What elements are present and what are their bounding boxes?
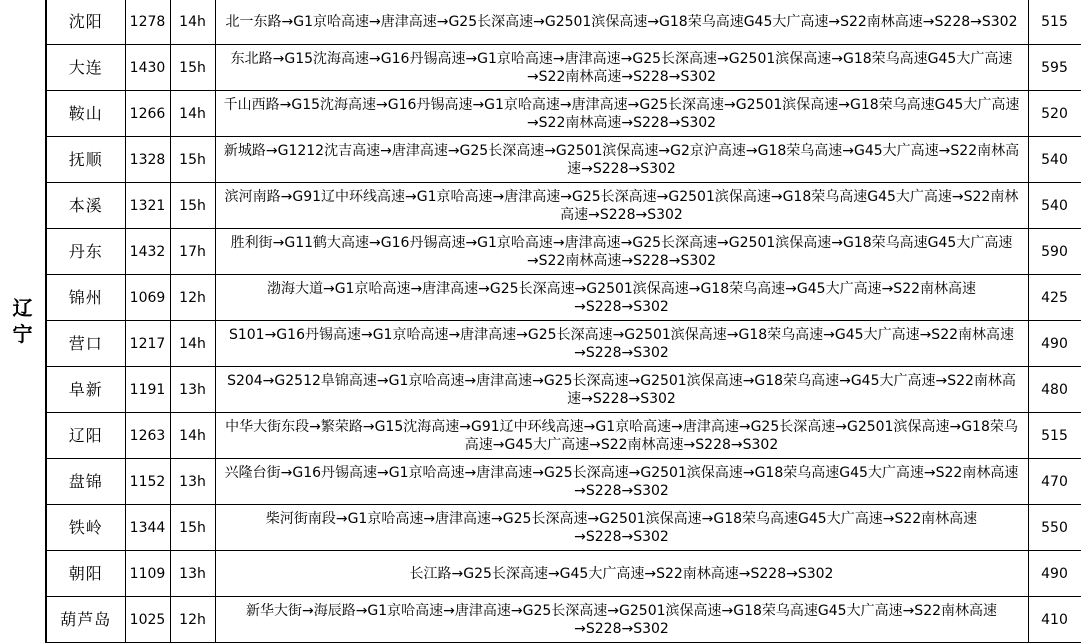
duration-cell[interactable]: 13h [170,459,215,505]
city-cell[interactable]: 朝阳 [46,551,125,597]
duration-cell[interactable]: 12h [170,597,215,643]
fee-cell[interactable]: 490 [1028,551,1081,597]
city-cell[interactable]: 丹东 [46,229,125,275]
route-cell[interactable]: 东北路→G15沈海高速→G16丹锡高速→G1京哈高速→唐津高速→G25长深高速→G2501滨保高速→G18荣乌高速G45大广高速→S22南林高速→S228→S302 [215,45,1028,91]
duration-cell[interactable]: 14h [170,321,215,367]
fee-cell[interactable]: 515 [1028,0,1081,45]
distance-cell[interactable]: 1217 [125,321,170,367]
city-cell[interactable]: 锦州 [46,275,125,321]
duration-cell[interactable]: 15h [170,505,215,551]
duration-cell[interactable]: 12h [170,275,215,321]
route-cell[interactable]: 中华大街东段→繁荣路→G15沈海高速→G91辽中环线高速→G1京哈高速→唐津高速→G25长深高速→G2501滨保高速→G18荣乌高速→G45大广高速→S22南林高速→S228→S302 [215,413,1028,459]
duration-cell[interactable]: 13h [170,551,215,597]
table-row [0,229,1081,275]
city-cell[interactable]: 沈阳 [46,0,125,45]
distance-cell[interactable]: 1263 [125,413,170,459]
table-row [0,91,1081,137]
duration-cell[interactable]: 15h [170,45,215,91]
route-cell[interactable]: 北一东路→G1京哈高速→唐津高速→G25长深高速→G2501滨保高速→G18荣乌高速G45大广高速→S22南林高速→S228→S302 [215,0,1028,45]
fee-cell[interactable]: 480 [1028,367,1081,413]
city-cell[interactable]: 铁岭 [46,505,125,551]
city-cell[interactable]: 大连 [46,45,125,91]
fee-cell[interactable]: 425 [1028,275,1081,321]
route-cell[interactable]: 兴隆台街→G16丹锡高速→G1京哈高速→唐津高速→G25长深高速→G2501滨保高速→G18荣乌高速G45大广高速→S22南林高速→S228→S302 [215,459,1028,505]
duration-cell[interactable]: 14h [170,0,215,45]
city-cell[interactable]: 辽阳 [46,413,125,459]
duration-cell[interactable]: 14h [170,413,215,459]
table-row [0,459,1081,505]
table-row [0,275,1081,321]
duration-cell[interactable]: 15h [170,137,215,183]
table-row [0,321,1081,367]
fee-cell[interactable]: 540 [1028,183,1081,229]
route-cell[interactable]: S101→G16丹锡高速→G1京哈高速→唐津高速→G25长深高速→G2501滨保高速→G18荣乌高速→G45大广高速→S22南林高速→S228→S302 [215,321,1028,367]
duration-cell[interactable]: 14h [170,91,215,137]
fee-cell[interactable]: 490 [1028,321,1081,367]
fee-cell[interactable]: 520 [1028,91,1081,137]
table-row [0,0,1081,45]
distance-cell[interactable]: 1109 [125,551,170,597]
city-cell[interactable]: 葫芦岛 [46,597,125,643]
table-row [0,45,1081,91]
distance-cell[interactable]: 1152 [125,459,170,505]
table-row [0,505,1081,551]
route-cell[interactable]: 新城路→G1212沈吉高速→唐津高速→G25长深高速→G2501滨保高速→G2京沪高速→G18荣乌高速→G45大广高速→S22南林高速→S228→S302 [215,137,1028,183]
distance-cell[interactable]: 1069 [125,275,170,321]
table-row [0,551,1081,597]
route-cell[interactable]: 胜利街→G11鹤大高速→G16丹锡高速→G1京哈高速→唐津高速→G25长深高速→G2501滨保高速→G18荣乌高速G45大广高速→S22南林高速→S228→S302 [215,229,1028,275]
city-cell[interactable]: 阜新 [46,367,125,413]
table-row [0,183,1081,229]
city-cell[interactable]: 鞍山 [46,91,125,137]
fee-cell[interactable]: 540 [1028,137,1081,183]
distance-cell[interactable]: 1191 [125,367,170,413]
distance-cell[interactable]: 1321 [125,183,170,229]
city-cell[interactable]: 本溪 [46,183,125,229]
province-cell[interactable] [0,0,46,643]
distance-cell[interactable]: 1025 [125,597,170,643]
route-cell[interactable]: 新华大街→海辰路→G1京哈高速→唐津高速→G25长深高速→G2501滨保高速→G18荣乌高速G45大广高速→S22南林高速→S228→S302 [215,597,1028,643]
fee-cell[interactable]: 550 [1028,505,1081,551]
distance-cell[interactable]: 1344 [125,505,170,551]
fee-cell[interactable]: 515 [1028,413,1081,459]
fee-cell[interactable]: 595 [1028,45,1081,91]
distance-cell[interactable]: 1432 [125,229,170,275]
table-row [0,367,1081,413]
route-cell[interactable]: 渤海大道→G1京哈高速→唐津高速→G25长深高速→G2501滨保高速→G18荣乌高速→G45大广高速→S22南林高速→S228→S302 [215,275,1028,321]
table-row [0,413,1081,459]
city-cell[interactable]: 营口 [46,321,125,367]
fee-cell[interactable]: 590 [1028,229,1081,275]
table-row [0,597,1081,643]
table-row [0,137,1081,183]
fee-cell[interactable]: 410 [1028,597,1081,643]
route-cell[interactable]: 长江路→G25长深高速→G45大广高速→S22南林高速→S228→S302 [215,551,1028,597]
route-cell[interactable]: 滨河南路→G91辽中环线高速→G1京哈高速→唐津高速→G25长深高速→G2501滨保高速→G18荣乌高速G45大广高速→S22南林高速→S228→S302 [215,183,1028,229]
duration-cell[interactable]: 15h [170,183,215,229]
province-label: 辽宁 [12,295,33,346]
route-cell[interactable]: 柴河街南段→G1京哈高速→唐津高速→G25长深高速→G2501滨保高速→G18荣乌高速G45大广高速→S22南林高速→S228→S302 [215,505,1028,551]
route-cell[interactable]: S204→G2512阜锦高速→G1京哈高速→唐津高速→G25长深高速→G2501滨保高速→G18荣乌高速→G45大广高速→S22南林高速→S228→S302 [215,367,1028,413]
fee-cell[interactable]: 470 [1028,459,1081,505]
distance-cell[interactable]: 1328 [125,137,170,183]
city-cell[interactable]: 抚顺 [46,137,125,183]
duration-cell[interactable]: 17h [170,229,215,275]
route-cell[interactable]: 千山西路→G15沈海高速→G16丹锡高速→G1京哈高速→唐津高速→G25长深高速→G2501滨保高速→G18荣乌高速G45大广高速→S22南林高速→S228→S302 [215,91,1028,137]
duration-cell[interactable]: 13h [170,367,215,413]
distance-cell[interactable]: 1266 [125,91,170,137]
distance-cell[interactable]: 1278 [125,0,170,45]
distance-cell[interactable]: 1430 [125,45,170,91]
city-cell[interactable]: 盘锦 [46,459,125,505]
